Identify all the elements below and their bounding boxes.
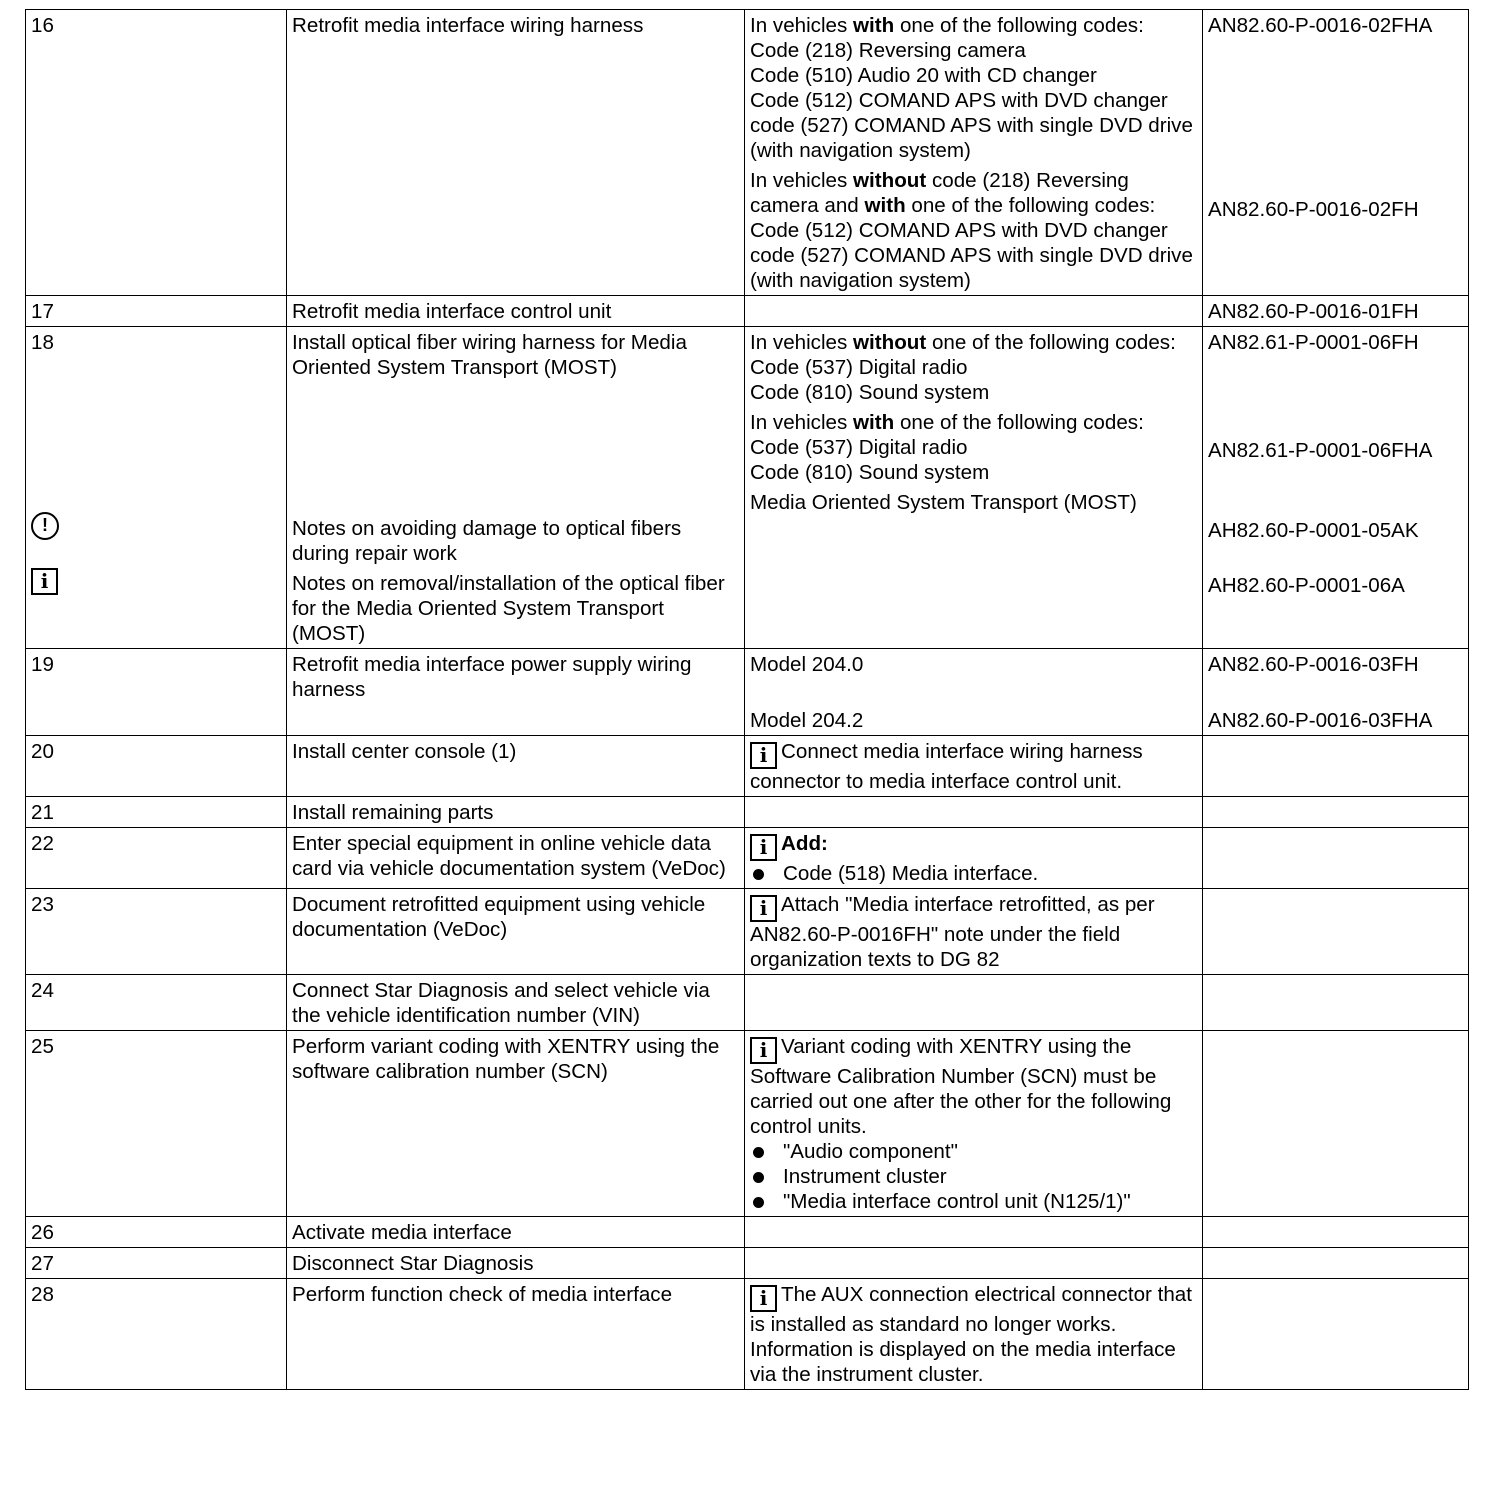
code-line: Code (510) Audio 20 with CD changer [750, 64, 1097, 87]
code-line: Code (537) Digital radio [750, 356, 968, 379]
bullet-item: Code (518) Media interface. [750, 861, 1197, 886]
bullet-item: "Audio component" [750, 1139, 1197, 1164]
step-references [1203, 889, 1469, 975]
reference-link[interactable]: AN82.61-P-0001-06FHA [1208, 439, 1433, 462]
table-row [26, 828, 1469, 889]
table-row [26, 10, 1469, 296]
step-number: 25 [26, 1031, 287, 1217]
condition-with-codes: In vehicles with one of the following codes: Code (537) Digital radio Code (810) Sound system [750, 410, 1197, 485]
reference-link[interactable]: AH82.60-P-0001-05AK [1208, 519, 1419, 542]
model-condition: Model 204.2 [750, 709, 864, 732]
step-number: 23 [26, 889, 287, 975]
code-line: Code (537) Digital radio [750, 436, 968, 459]
info-icon: i [750, 1285, 777, 1312]
step-conditions [745, 797, 1203, 828]
info-icon: i [750, 834, 777, 861]
step-operation: Install center console (1) [287, 736, 745, 797]
step-note: i Attach "Media interface retrofitted, as per AN82.60-P-0016FH" note under the field organization texts to DG 82 [745, 889, 1203, 975]
step-references [1203, 975, 1469, 1031]
table-row [26, 1031, 1469, 1217]
step-number: 21 [26, 797, 287, 828]
step-conditions [745, 975, 1203, 1031]
condition-with-codes: In vehicles with one of the following codes: Code (218) Reversing camera Code (510) Audio 20 with CD changer Code (512) COMAND APS with DVD changer code (527) COMAND APS with single DVD drive (with navigation system) [750, 13, 1197, 163]
bullet-icon [753, 869, 764, 880]
code-line: Code (810) Sound system [750, 461, 990, 484]
step-operation: Install remaining parts [287, 797, 745, 828]
code-line: code (527) COMAND APS with single DVD drive (with navigation system) [750, 244, 1193, 292]
table-row [26, 1248, 1469, 1279]
step-number: 26 [26, 1217, 287, 1248]
table-row [26, 649, 1469, 736]
caution-icon: ! [31, 508, 281, 540]
caution-note-text: Notes on avoiding damage to optical fibers during repair work [292, 517, 682, 565]
step-conditions [745, 1248, 1203, 1279]
step-operation: Disconnect Star Diagnosis [287, 1248, 745, 1279]
step-operation: Connect Star Diagnosis and select vehicle via the vehicle identification number (VIN) [287, 975, 745, 1031]
step-number: 19 [26, 649, 287, 736]
step-references [1203, 797, 1469, 828]
note-title: Add: [781, 832, 828, 855]
step-references [1203, 10, 1469, 296]
code-line: Code (810) Sound system [750, 381, 990, 404]
step-note: i Variant coding with XENTRY using the Software Calibration Number (SCN) must be carried out one after the other for the following control units. "Audio component" Instrument cluster "Media interface control unit (N125/1)" [745, 1031, 1203, 1217]
step-conditions [745, 296, 1203, 327]
bullet-icon [753, 1197, 764, 1208]
step-operation: Retrofit media interface control unit [287, 296, 745, 327]
work-steps-table [25, 9, 1469, 1390]
step-number: 28 [26, 1279, 287, 1390]
bullet-item: "Media interface control unit (N125/1)" [750, 1189, 1197, 1214]
table-row [26, 327, 1469, 649]
step-operation: Perform variant coding with XENTRY using the software calibration number (SCN) [287, 1031, 745, 1217]
code-line: Code (512) COMAND APS with DVD changer [750, 219, 1168, 242]
step-number: 27 [26, 1248, 287, 1279]
table-row [26, 797, 1469, 828]
bullet-icon [753, 1172, 764, 1183]
condition-without-code: In vehicles without code (218) Reversing camera and with one of the following codes: Code (512) COMAND APS with DVD changer code (527) COMAND APS with single DVD drive (with navigation system) [750, 168, 1197, 293]
step-references [1203, 1217, 1469, 1248]
model-condition: Model 204.0 [750, 653, 864, 676]
reference-link[interactable]: AN82.60-P-0016-03FHA [1208, 709, 1433, 732]
step-references [1203, 1279, 1469, 1390]
info-icon: i [750, 742, 777, 769]
info-icon: i [31, 565, 281, 595]
table-row [26, 736, 1469, 797]
info-icon: i [750, 1037, 777, 1064]
step-number: 22 [26, 828, 287, 889]
code-line: Code (512) COMAND APS with DVD changer [750, 89, 1168, 112]
step-note: i Connect media interface wiring harness connector to media interface control unit. [745, 736, 1203, 797]
bullet-item: Instrument cluster [750, 1164, 1197, 1189]
step-operation: Activate media interface [287, 1217, 745, 1248]
step-conditions [745, 1217, 1203, 1248]
reference-link[interactable]: AN82.60-P-0016-03FH [1208, 653, 1419, 676]
step-number: 17 [26, 296, 287, 327]
step-operation: Document retrofitted equipment using vehicle documentation (VeDoc) [287, 889, 745, 975]
step-references [1203, 1248, 1469, 1279]
step-conditions [745, 327, 1203, 649]
table-row [26, 975, 1469, 1031]
step-references [1203, 828, 1469, 889]
reference-link[interactable]: AN82.60-P-0016-02FH [1208, 198, 1419, 221]
step-number: 20 [26, 736, 287, 797]
step-operation: Retrofit media interface wiring harness [287, 10, 745, 296]
step-note: i The AUX connection electrical connector that is installed as standard no longer works. Information is displayed on the media interface via the instrument cluster. [745, 1279, 1203, 1390]
reference-link[interactable]: AN82.61-P-0001-06FH [1208, 331, 1419, 354]
step-conditions [745, 10, 1203, 296]
table-row [26, 1217, 1469, 1248]
info-icon: i [750, 895, 777, 922]
info-note-text: Notes on removal/installation of the optical fiber for the Media Oriented System Transport (MOST) [292, 572, 725, 645]
code-line: code (527) COMAND APS with single DVD drive (with navigation system) [750, 114, 1193, 162]
caution-condition: Media Oriented System Transport (MOST) [750, 491, 1137, 514]
table-row [26, 1279, 1469, 1390]
step-number: 24 [26, 975, 287, 1031]
step-references [1203, 327, 1469, 649]
step-operation: Perform function check of media interface [287, 1279, 745, 1390]
step-references [1203, 649, 1469, 736]
bullet-icon [753, 1147, 764, 1158]
table-row [26, 889, 1469, 975]
reference-link[interactable]: AN82.60-P-0016-02FHA [1208, 14, 1433, 37]
code-line: Code (218) Reversing camera [750, 39, 1026, 62]
step-number: 18 ! i [26, 327, 287, 649]
step-note [745, 828, 1203, 889]
reference-link[interactable]: AN82.60-P-0016-01FH [1203, 296, 1469, 327]
step-conditions [745, 649, 1203, 736]
reference-link[interactable]: AH82.60-P-0001-06A [1208, 574, 1405, 597]
step-number: 16 [26, 10, 287, 296]
step-references [1203, 1031, 1469, 1217]
step-operation: Install optical fiber wiring harness for Media Oriented System Transport (MOST) Notes on avoiding damage to optical fibers during repair work Notes on removal/installation of the optical fiber for the Media Oriented System Transport (MOST) [287, 327, 745, 649]
step-operation: Enter special equipment in online vehicle data card via vehicle documentation system (VeDoc) [287, 828, 745, 889]
step-operation: Retrofit media interface power supply wiring harness [287, 649, 745, 736]
table-row [26, 296, 1469, 327]
condition-without-codes: In vehicles without one of the following codes: Code (537) Digital radio Code (810) Sound system [750, 330, 1197, 405]
step-references [1203, 736, 1469, 797]
